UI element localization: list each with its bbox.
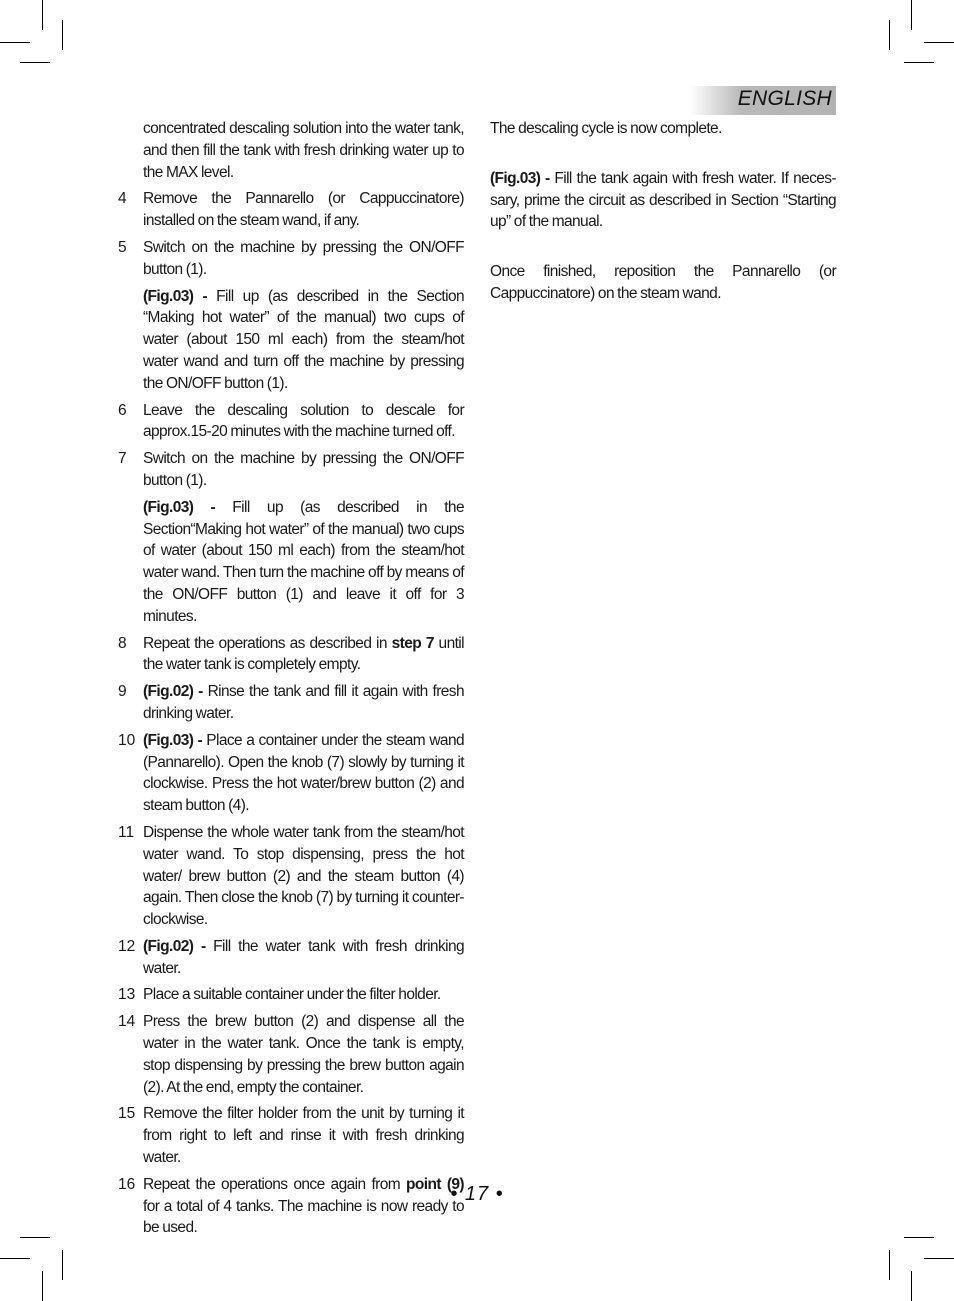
step-number: 11: [118, 823, 135, 841]
crop-mark: [0, 42, 30, 43]
figure-ref: (Fig.03) -: [490, 169, 550, 187]
step-13: [118, 984, 464, 1006]
text-part: Rinse the tank and fill it again with fresh drinking water.: [143, 683, 464, 722]
text-part: Fill the water tank with fresh drinking water.: [143, 937, 464, 977]
step-text: Remove the filter holder from the unit by turning it from right to left and rinse it with fresh drinking water.: [143, 1105, 464, 1167]
text-part: Place a container under the steam wand (Pannarello). Open the knob (7) slowly by turning it clockwise. Press the hot water/brew button (2) and steam button (4).: [143, 731, 464, 815]
step-12: [118, 936, 464, 980]
text-part: until the water tank is completely empty.: [143, 634, 464, 674]
step-text: Press the brew button (2) and dispense all the water in the water tank. Once the tank is empty, stop dispensing by pressing the brew button again (2). At the end, empty the container.: [143, 1013, 464, 1096]
crop-mark: [924, 1258, 954, 1259]
figure-ref: (Fig.02) -: [143, 683, 203, 701]
crop-mark: [911, 0, 912, 30]
language-banner: [690, 86, 836, 115]
step-text: [143, 936, 464, 980]
crop-mark: [904, 1237, 934, 1238]
step-text: [143, 730, 464, 817]
figure-ref: (Fig.03) -: [143, 731, 203, 749]
crop-mark: [911, 1271, 912, 1301]
step-8: [118, 633, 464, 677]
step-number: 10: [118, 731, 136, 749]
crop-mark: [62, 1250, 63, 1280]
page-number: • 17 •: [450, 1183, 504, 1205]
step-6: [118, 400, 464, 444]
text-part: for a total of 4 tanks. The machine is now ready to be used.: [143, 1197, 464, 1237]
step-number: 16: [118, 1175, 136, 1193]
right-column: [490, 118, 836, 333]
crop-mark: [904, 62, 934, 63]
step-15: [118, 1103, 464, 1168]
step-text: Dispense the whole water tank from the steam/hot water wand. To stop dispensing, press the hot water/ brew button (2) and the steam button (4) again. Then close the knob (7) by turning it counter-clockwise.: [143, 823, 464, 929]
step-4: [118, 188, 464, 232]
step-text: Switch on the machine by pressing the ON/OFF button (1).: [143, 238, 464, 278]
crop-mark: [889, 1250, 890, 1280]
crop-mark: [20, 62, 50, 63]
intro-paragraph: concentrated descaling solution into the water tank, and then fill the tank with fresh drinking water up to the MAX level.: [143, 120, 464, 181]
crop-mark: [889, 20, 890, 50]
step-5: [118, 237, 464, 281]
text-part: Fill the tank again with fresh water. If neces-sary, prime the circuit as described in Section “Starting up” of the manual.: [490, 169, 836, 231]
step-10: [118, 730, 464, 817]
step-number: 6: [118, 401, 127, 419]
figure-ref: (Fig.03) -: [143, 287, 208, 305]
step-number: 13: [118, 986, 136, 1004]
step-number: 4: [118, 190, 127, 208]
step-7: [118, 448, 464, 492]
step-number: 15: [118, 1105, 136, 1123]
refill-paragraph: [490, 168, 836, 233]
text-part: Repeat the operations once again from: [143, 1175, 407, 1193]
step-9: [118, 681, 464, 725]
step-reference: step 7: [391, 634, 434, 652]
text-part: Repeat the operations as described in: [143, 634, 392, 652]
reposition-paragraph: Once finished, reposition the Pannarello (or Cappuccinatore) on the steam wand.: [490, 263, 836, 302]
step-number: 8: [118, 634, 127, 652]
step-text: Switch on the machine by pressing the ON/OFF button (1).: [143, 450, 464, 489]
step-11: [118, 822, 464, 931]
step-7-detail: [118, 497, 464, 628]
step-text: [143, 633, 464, 677]
step-14: [118, 1011, 464, 1098]
step-text: [143, 681, 464, 725]
crop-mark: [924, 42, 954, 43]
step-text: Remove the Pannarello (or Cappuccinatore) installed on the steam wand, if any.: [143, 190, 464, 230]
step-number: 9: [118, 683, 127, 701]
crop-mark: [42, 1271, 43, 1301]
detail-text: Fill up (as described in the Section“Making hot water” of the manual) two cups of water (about 150 ml each) from the steam/hot water wand. Then turn the machine off by means of the ON/OFF button (1) and leave it off for 3 minutes.: [143, 498, 464, 625]
step-number: 5: [118, 238, 127, 256]
figure-ref: (Fig.03) -: [143, 498, 216, 516]
step-reference: point (9): [406, 1175, 464, 1193]
crop-mark: [0, 1258, 30, 1259]
crop-mark: [62, 20, 63, 50]
detail-text: Fill up (as described in the Section “Making hot water” of the manual) two cups of water (about 150 ml each) from the steam/hot water wand and turn off the machine by pressing the ON/OFF button (1).: [143, 287, 464, 392]
step-text: Place a suitable container under the filter holder.: [143, 986, 441, 1004]
crop-mark: [42, 0, 43, 30]
step-5-detail: [118, 286, 464, 395]
step-number: 14: [118, 1013, 136, 1031]
step-text: Leave the descaling solution to descale for approx.15-20 minutes with the machine turned off.: [143, 401, 464, 441]
left-column: [118, 118, 464, 1244]
step-number: 12: [118, 937, 136, 955]
step-number: 7: [118, 450, 127, 468]
figure-ref: (Fig.02) -: [143, 937, 206, 955]
completion-paragraph: The descaling cycle is now complete.: [490, 120, 722, 137]
crop-mark: [20, 1237, 50, 1238]
language-label: ENGLISH: [737, 87, 832, 110]
